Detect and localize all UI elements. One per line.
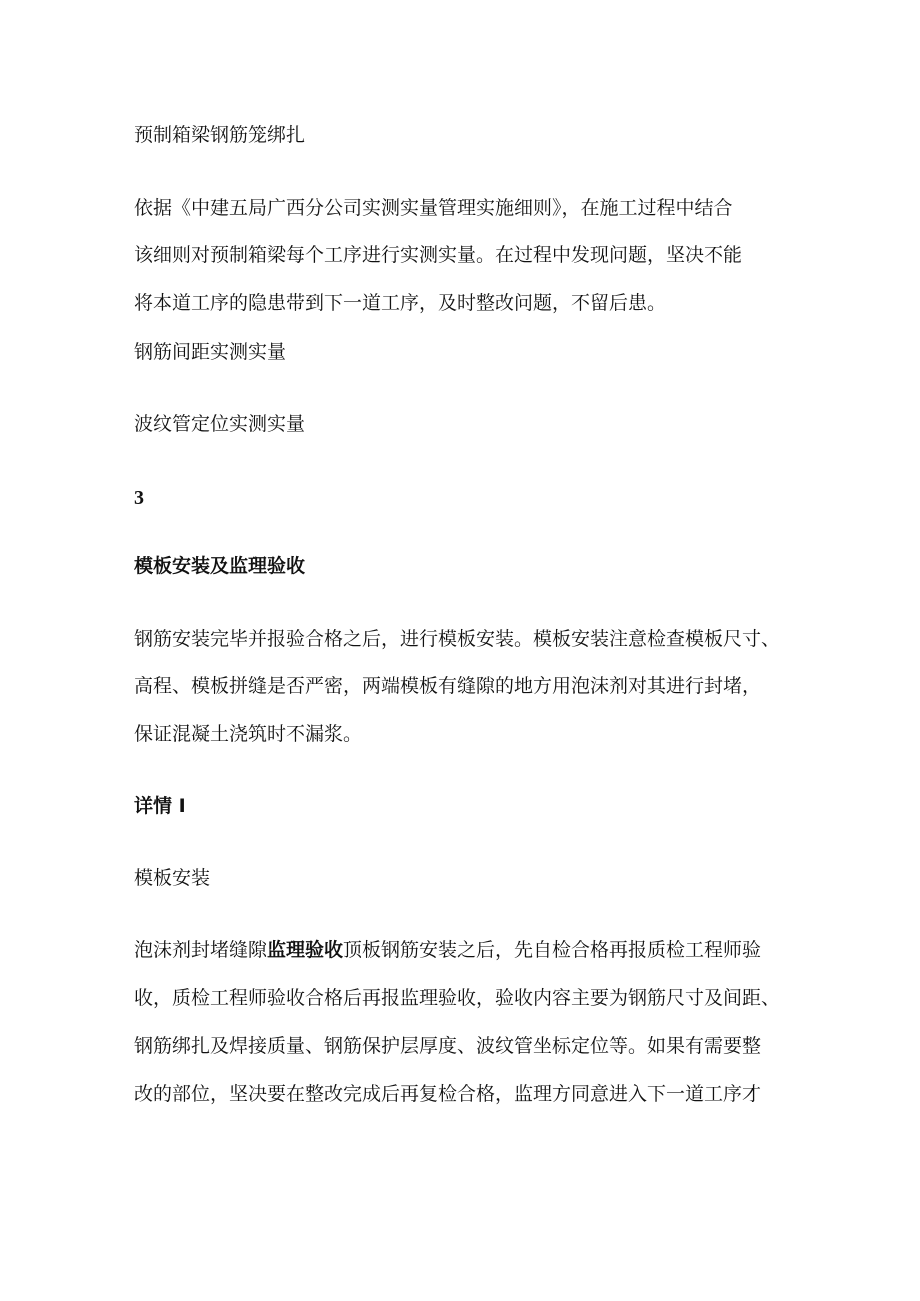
paragraph-1-line-2: 该细则对预制箱梁每个工序进行实测实量。在过程中发现问题，坚决不能 [134, 244, 743, 266]
caption-formwork-install: 模板安装 [134, 867, 211, 889]
paragraph-1-line-3: 将本道工序的隐患带到下一道工序，及时整改问题，不留后患。 [134, 292, 667, 314]
paragraph-3-line-3: 钢筋绑扎及焊接质量、钢筋保护层厚度、波纹管坐标定位等。如果有需要整 [134, 1035, 762, 1057]
caption-duct-positioning: 波纹管定位实测实量 [134, 413, 306, 435]
paragraph-3-suffix: 顶板钢筋安装之后，先自检合格再报质检工程师验 [343, 939, 762, 961]
section-title: 模板安装及监理验收 [134, 555, 306, 577]
paragraph-2-line-1: 钢筋安装完毕并报验合格之后，进行模板安装。模板安装注意检查模板尺寸、 [134, 628, 781, 650]
paragraph-3-line-1 [134, 938, 761, 962]
paragraph-1-line-1: 依据《中建五局广西分公司实测实量管理实施细则》，在施工过程中结合 [134, 197, 733, 219]
paragraph-3-line-2: 收，质检工程师验收合格后再报监理验收，验收内容主要为钢筋尺寸及间距、 [134, 987, 781, 1009]
caption-rebar-spacing: 钢筋间距实测实量 [134, 341, 287, 363]
paragraph-2-line-3: 保证混凝土浇筑时不漏浆。 [134, 723, 363, 745]
paragraph-3-line-4: 改的部位，坚决要在整改完成后再复检合格，监理方同意进入下一道工序才 [134, 1083, 762, 1105]
paragraph-2-line-2: 高程、模板拼缝是否严密，两端模板有缝隙的地方用泡沫剂对其进行封堵， [134, 675, 762, 697]
section-number: 3 [134, 487, 144, 509]
details-heading: 详情 I [134, 795, 186, 817]
paragraph-3-bold-term: 监理验收 [267, 939, 344, 961]
doc-title: 预制箱梁钢筋笼绑扎 [134, 124, 306, 146]
paragraph-3-prefix: 泡沫剂封堵缝隙 [134, 939, 268, 961]
